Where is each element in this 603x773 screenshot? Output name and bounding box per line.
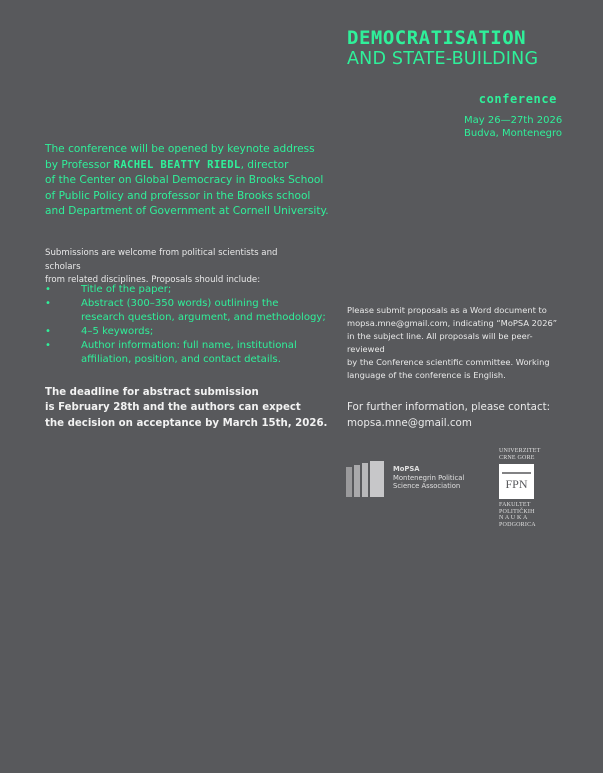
keynote-speaker-name: RACHEL BEATTY RIEDL — [113, 158, 241, 171]
requirement-text: affiliation, position, and contact details. — [81, 354, 281, 365]
proposal-line: in the subject line. All proposals will be peer-reviewed — [347, 331, 533, 354]
university-line: CRNE GORE — [499, 454, 535, 461]
proposal-line: mopsa.mne@gmail.com, indicating “MoPSA 2026” — [347, 318, 558, 328]
keynote-line: of the Center on Global Democracy in Brooks School — [45, 174, 324, 186]
faculty-label — [499, 502, 559, 528]
mopsa-name: Montenegrin Political — [393, 473, 465, 482]
university-label — [499, 448, 559, 462]
mopsa-abbr: MoPSA — [393, 465, 420, 473]
mopsa-logo-text — [393, 465, 493, 491]
conference-date-location — [464, 114, 562, 140]
faculty-line: PODGORICA — [499, 521, 536, 528]
requirement-text: Title of the paper; — [81, 284, 172, 295]
requirement-item — [45, 283, 335, 297]
deadline-line: The deadline for abstract submission — [45, 387, 259, 398]
requirement-item-continued — [45, 353, 335, 367]
mopsa-name: Science Association — [393, 482, 461, 491]
requirements-list — [45, 283, 335, 367]
contact-label: For further information, please contact: — [347, 401, 551, 413]
bullet-icon: • — [45, 284, 51, 295]
requirement-text: Author information: full name, institutional — [81, 340, 297, 351]
conference-dates: May 26—27th 2026 — [464, 115, 563, 126]
keynote-by: by Professor — [45, 158, 114, 171]
contact-email[interactable]: mopsa.mne@gmail.com — [347, 416, 472, 429]
faculty-line: FAKULTET — [499, 502, 531, 508]
bullet-icon: • — [45, 340, 51, 351]
conference-title-line1: DEMOCRATISATION — [347, 27, 527, 49]
keynote-paragraph — [45, 142, 345, 220]
bullet-icon: • — [45, 326, 51, 337]
submissions-line: from related disciplines. Proposals should include: — [45, 275, 261, 285]
requirement-item-continued — [45, 311, 335, 325]
university-line: UNIVERZITET — [499, 448, 541, 454]
keynote-line: and Department of Government at Cornell University. — [45, 205, 329, 217]
submissions-intro — [45, 247, 315, 288]
proposal-line: language of the conference is English. — [347, 370, 506, 380]
keynote-line: of Public Policy and professor in the Brooks school — [45, 189, 311, 202]
mopsa-logo-icon — [346, 461, 388, 497]
deadline-line: is February 28th and the authors can expect — [45, 402, 301, 414]
keynote-line — [45, 158, 345, 174]
submissions-line: Submissions are welcome from political scientists and scholars — [45, 248, 278, 272]
faculty-line: N A U K A — [499, 515, 528, 522]
requirement-text: Abstract (300–350 words) outlining the — [81, 298, 279, 309]
requirement-item — [45, 339, 335, 353]
deadline-notice — [45, 385, 335, 431]
conference-subtitle: conference — [478, 92, 557, 106]
proposal-line: by the Conference scientific committee. Working — [347, 357, 550, 367]
requirement-text: 4–5 keywords; — [81, 326, 154, 337]
requirement-item — [45, 297, 335, 311]
bullet-icon: • — [45, 298, 51, 309]
fpn-logo-text: FPN — [505, 477, 528, 491]
conference-title-line2: AND STATE-BUILDING — [347, 49, 539, 69]
requirement-item — [45, 325, 335, 339]
proposal-line: Please submit proposals as a Word document to — [347, 305, 547, 315]
fpn-logo-icon — [499, 464, 534, 499]
deadline-line: the decision on acceptance by March 15th, 2026. — [45, 417, 328, 429]
proposal-instructions — [347, 304, 567, 382]
keynote-line: The conference will be opened by keynote address — [45, 143, 315, 155]
conference-location: Budva, Montenegro — [464, 128, 562, 139]
contact-info — [347, 400, 577, 431]
keynote-after-speaker: , director — [240, 158, 289, 171]
faculty-line: POLITIČKIH — [499, 508, 535, 515]
requirement-text: research question, argument, and methodology; — [81, 312, 326, 323]
